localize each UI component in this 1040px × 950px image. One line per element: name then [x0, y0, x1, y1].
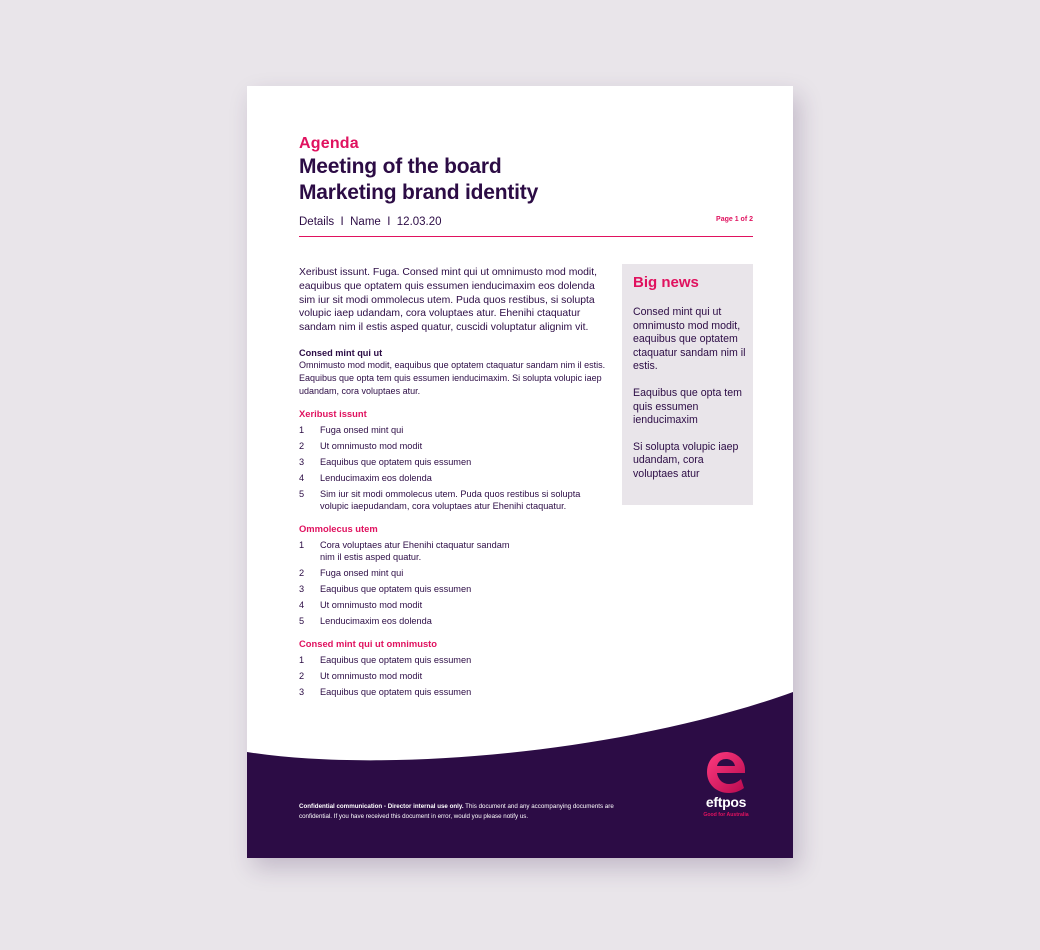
item-text: Ut omnimusto mod modit — [320, 599, 423, 610]
item-number: 5 — [299, 615, 305, 626]
sidebar-paragraph: Consed mint qui ut omnimusto mod modit, eaquibus que optatem ctaquatur sandam nim il estis. — [633, 306, 746, 373]
title-line-1: Meeting of the board — [299, 155, 502, 178]
sidebar-body — [633, 306, 747, 495]
list-item — [299, 473, 609, 485]
section-heading: Xeribust issunt — [299, 408, 367, 420]
logo-tagline: Good for Australia — [703, 812, 749, 818]
title-line-2: Marketing brand identity — [299, 181, 539, 204]
item-text: Ut omnimusto mod modit — [320, 671, 423, 682]
item-text: Eaquibus que optatem quis essumen — [320, 583, 472, 594]
item-number: 3 — [299, 583, 305, 594]
confidential-text: This document and any accompanying documents are confidential. If you have received this document in error, would you please notify us. — [299, 803, 614, 820]
item-text: Lenducimaxim eos dolenda — [320, 473, 432, 484]
list-item — [299, 584, 609, 596]
item-number: 4 — [299, 473, 305, 484]
item-text: Fuga onsed mint qui — [320, 425, 404, 436]
list-item — [299, 425, 609, 437]
e-logo-icon — [704, 750, 748, 794]
details-line: Details I Name I 12.03.20 — [299, 216, 442, 228]
logo-wordmark: eftpos — [705, 794, 747, 810]
item-number: 2 — [299, 671, 305, 682]
list-item — [299, 655, 609, 667]
item-text: Ut omnimusto mod modit — [320, 441, 423, 452]
list-item — [299, 489, 609, 512]
big-news-panel — [622, 264, 753, 505]
list-item — [299, 441, 609, 453]
confidentiality-notice — [299, 802, 619, 821]
sidebar-paragraph: Si solupta volupic iaep udandam, cora voluptaes atur — [633, 440, 739, 480]
sidebar-title: Big news — [633, 274, 699, 291]
subsection-body: Omnimusto mod modit, eaquibus que optatem ctaquatur sandam nim il estis. Eaquibus que opta tem quis essumen ienducimaxim. Si solupta volupic iaep udandam, cora voluptaes atur. — [299, 359, 606, 396]
item-number: 2 — [299, 441, 305, 452]
meta-row — [299, 212, 753, 230]
main-content — [299, 266, 609, 710]
list-item — [299, 568, 609, 580]
section-heading: Ommolecus utem — [299, 523, 378, 535]
list-item — [299, 540, 609, 563]
list-item — [299, 671, 609, 683]
document-page — [247, 86, 793, 858]
item-number: 3 — [299, 687, 305, 698]
list-item — [299, 600, 609, 612]
item-number: 5 — [299, 489, 305, 500]
item-number: 4 — [299, 599, 305, 610]
subsection-heading: Consed mint qui ut — [299, 347, 383, 358]
confidential-label: Confidential communication - Director internal use only. — [299, 803, 464, 810]
item-number: 1 — [299, 540, 305, 551]
page-number: Page 1 of 2 — [716, 216, 753, 223]
item-text: Eaquibus que optatem quis essumen — [320, 655, 472, 666]
item-text: Lenducimaxim eos dolenda — [320, 615, 432, 626]
item-text: Cora voluptaes atur Ehenihi ctaquatur sandam nim il estis asped quatur. — [320, 540, 510, 562]
item-number: 3 — [299, 457, 305, 468]
item-text: Fuga onsed mint qui — [320, 567, 404, 578]
document-title — [299, 154, 753, 206]
item-number: 2 — [299, 567, 305, 578]
intro-paragraph: Xeribust issunt. Fuga. Consed mint qui ut omnimusto mod modit, eaquibus que optatem quis essumen ienducimaxim eos dolenda sim iur sit modi ommolecus utem. Puda quos restibus, si solupta volupic iaep udandam, cora voluptaes atur. Ehenihi ctaquatur sandam nim il estis asped quatur, cuscidi voluptatur alignim vit. — [299, 267, 598, 334]
section-heading: Consed mint qui ut omnimusto — [299, 638, 438, 650]
item-text: Eaquibus que optatem quis essumen — [320, 457, 472, 468]
item-number: 1 — [299, 425, 305, 436]
document-header — [299, 134, 753, 237]
list-item — [299, 457, 609, 469]
header-divider — [299, 236, 753, 237]
list-item — [299, 616, 609, 628]
eftpos-logo — [695, 750, 757, 824]
item-number: 1 — [299, 655, 305, 666]
agenda-list — [299, 540, 609, 627]
item-text: Eaquibus que optatem quis essumen — [320, 687, 472, 698]
sidebar-paragraph: Eaquibus que opta tem quis essumen ienducimaxim — [633, 386, 742, 427]
agenda-label: Agenda — [299, 135, 359, 152]
item-text: Sim iur sit modi ommolecus utem. Puda quos restibus si solupta volupic iaepudandam, cora voluptaes atur Ehenihi ctaquatur. — [320, 489, 581, 511]
agenda-list — [299, 425, 609, 512]
